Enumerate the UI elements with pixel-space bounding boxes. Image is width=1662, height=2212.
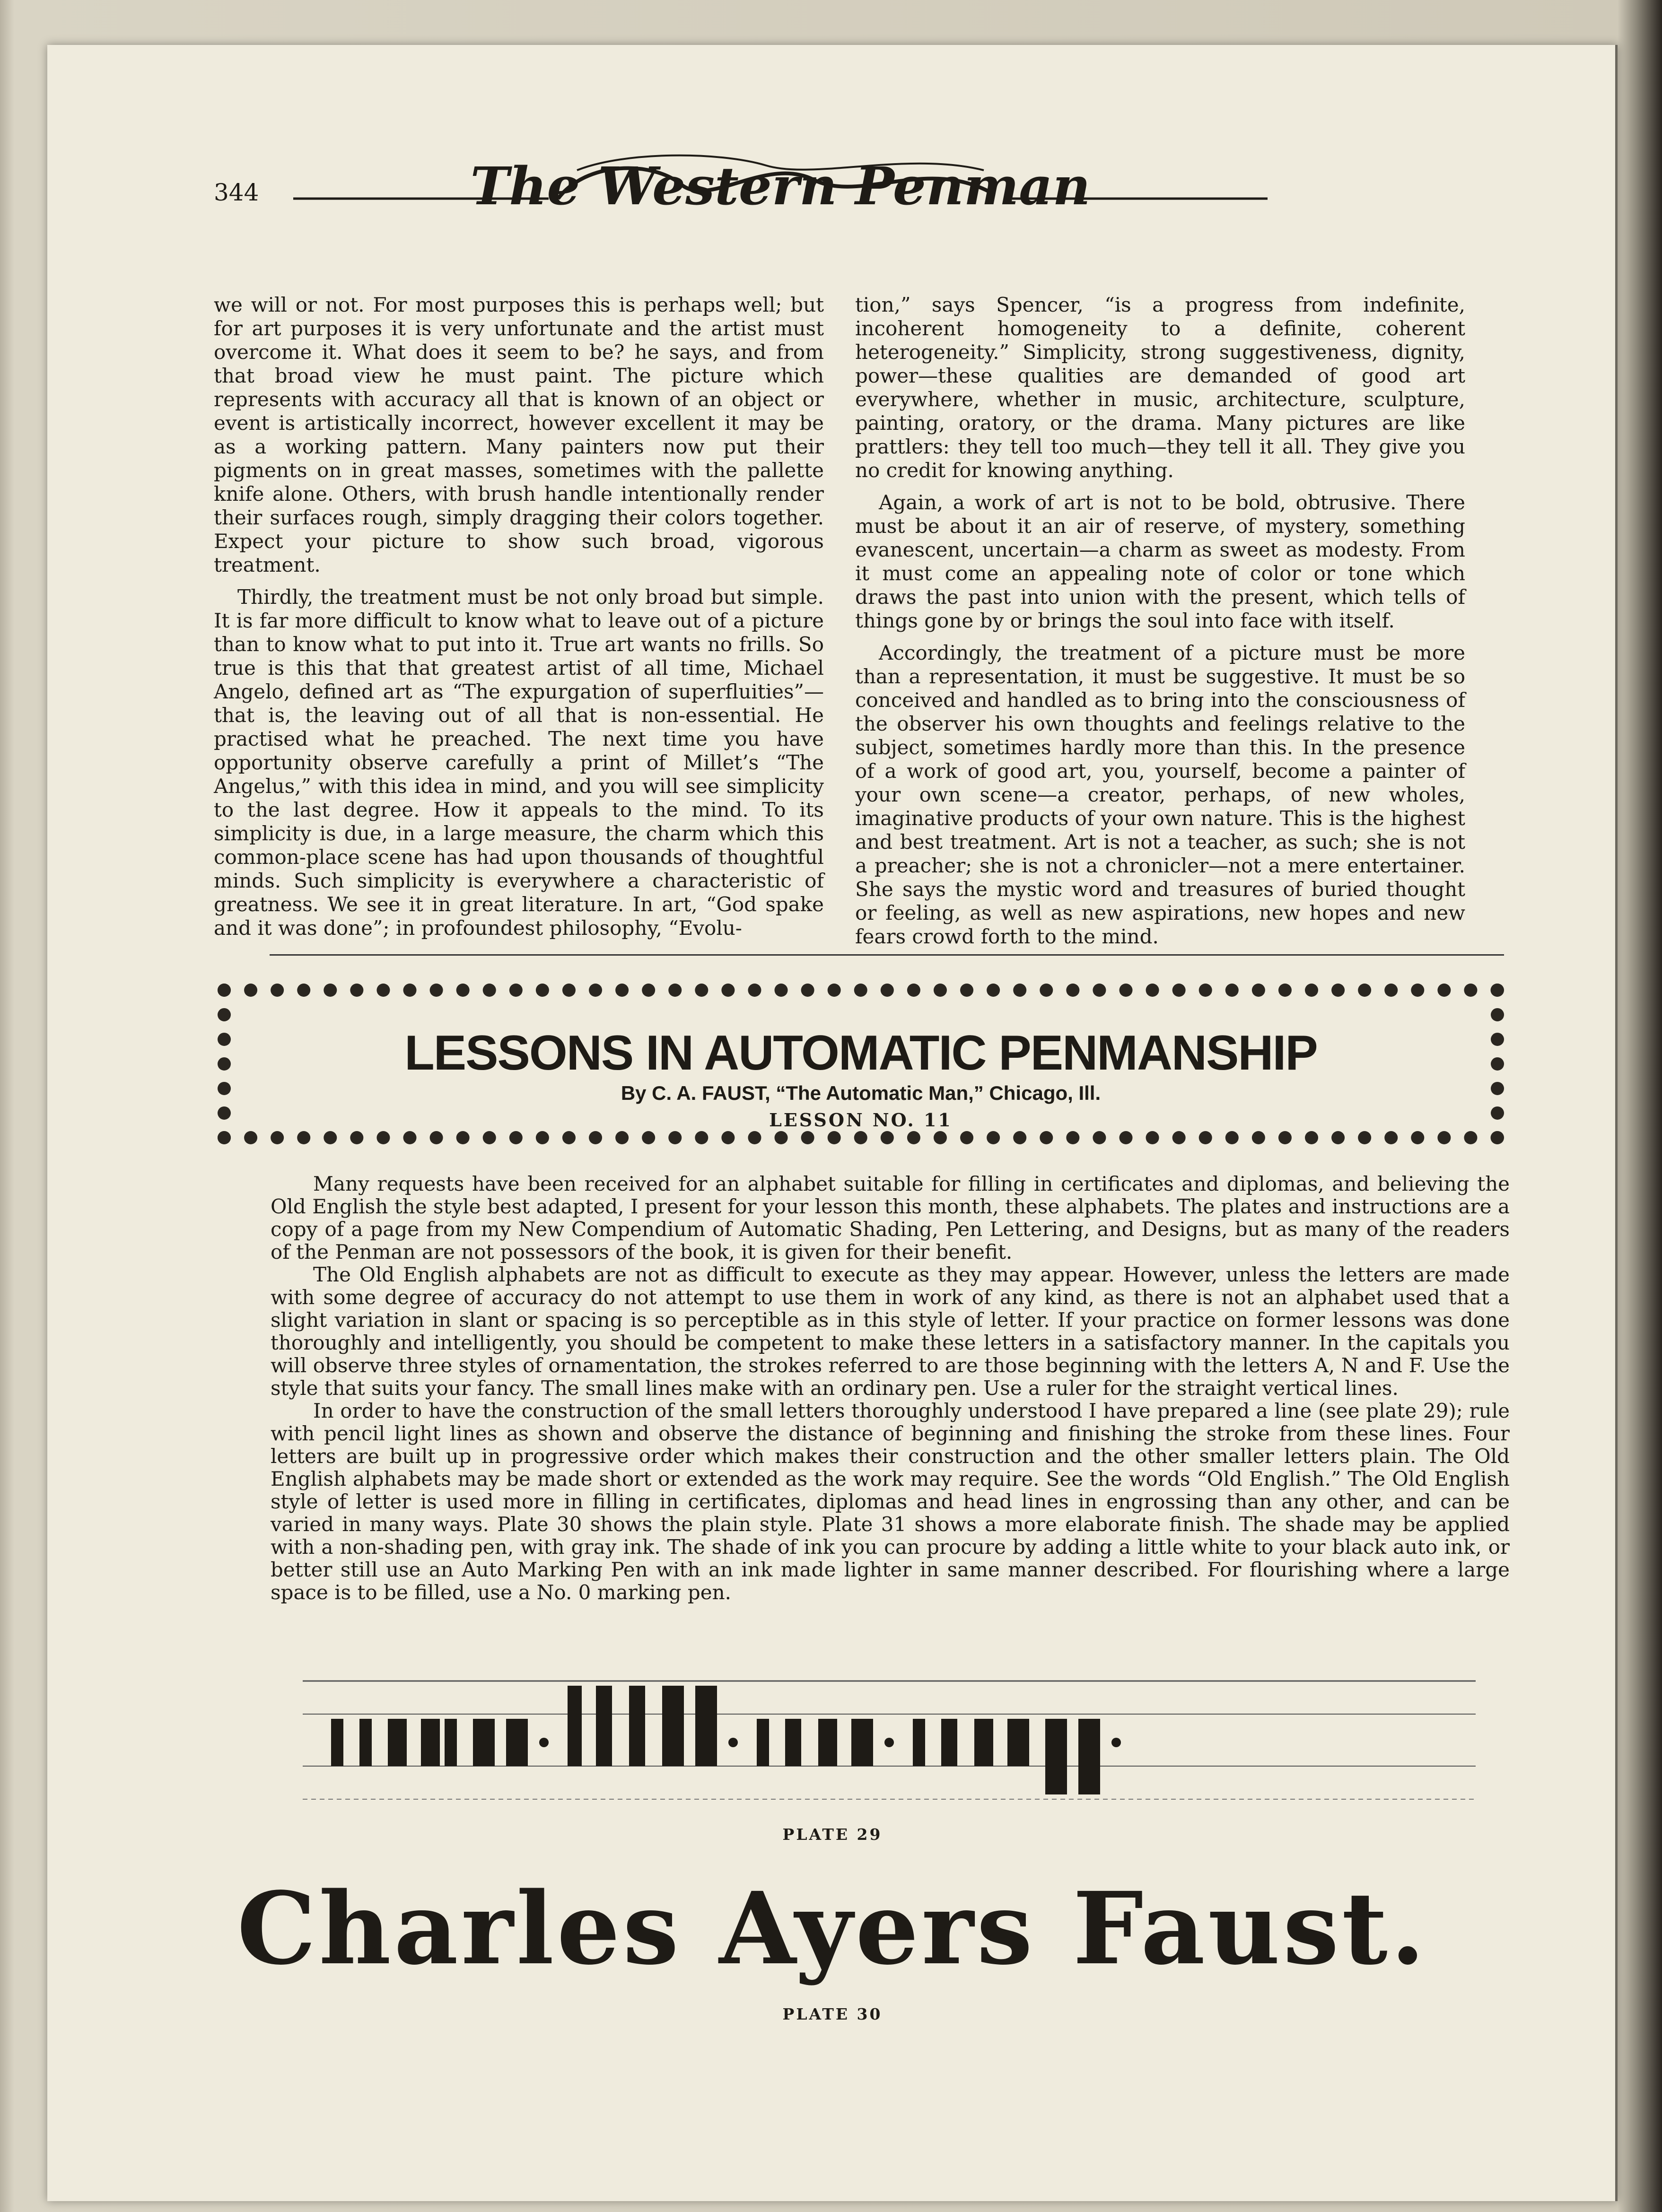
column-right-paragraph: tion,” says Spencer, “is a progress from indefinite, incoherent homogeneity to a definite, coherent heterogeneity.” Simplicity, strong suggestiveness, dignity, power—these qualities are demanded of good art everywhere, whether in music, architecture, sculpture, painting, oratory, or the drama. Many pictures are like prattlers: they tell too much—they tell it all. They give you no credit for knowing anything. <box>855 293 1465 482</box>
section-divider <box>270 954 1504 956</box>
page-edge <box>1615 45 1618 2201</box>
article-paragraph: Many requests have been received for an alphabet suitable for filling in certificates and diplomas, and believing the Old English the style best adapted, I present for your lesson this month, these alphabets. The plates and instructions are a copy of a page from my New Compendium of Automatic Shading, Pen Lettering, and Designs, but as many of the readers of the Penman are not possessors of the book, it is given for their benefit. <box>271 1172 1510 1263</box>
masthead-logo <box>293 151 1268 222</box>
masthead-logo-text: The Western Penman <box>470 156 1091 217</box>
plate-29-blackletter-practice <box>303 1672 1476 1832</box>
article-paragraph: In order to have the construction of the small letters thoroughly understood I have prepared a line (see plate 29); rule with pencil light lines as shown and observe the distance of beginning and finishing the stroke from these lines. Four letters are built up in progressive order which makes their construction and the other smaller letters plain. The Old English alphabets may be made short or extended as the work may require. See the words “Old English.” The Old English style of letter is used more in filling in certificates, diplomas and head lines in engrossing than any other, and can be varied in many ways. Plate 30 shows the plain style. Plate 31 shows a more elaborate finish. The shade may be applied with a non-shading pen, with gray ink. The shade of ink you can procure by adding a little white to your black auto ink, or better still use an Auto Marking Pen with an ink made lighter in same manner described. For flourishing where a large space is to be filled, use a No. 0 marking pen. <box>271 1399 1510 1604</box>
article-column-left <box>214 293 824 949</box>
lesson-number: LESSON NO. 11 <box>769 1109 953 1131</box>
plate-29-caption: PLATE 29 <box>782 1825 883 1844</box>
lesson-title: LESSONS IN AUTOMATIC PENMANSHIP <box>404 1026 1317 1080</box>
article-column-right <box>855 293 1465 957</box>
column-right-paragraph: Accordingly, the treatment of a picture must be more than a representation, it must be suggestive. It must be so conceived and handled as to bring into the consciousness of the observer his own thoughts and feelings relative to the subject, sometimes hardly more than this. In the presence of a work of good art, you, yourself, become a painter of your own scene—a creator, perhaps, of new wholes, imaginative products of your own nature. This is the highest and best treatment. Art is not a teacher, as such; she is not a preacher; she is not a chronicler—not a mere entertainer. She says the mystic word and treasures of buried thought or feeling, as well as new aspirations, new hopes and new fears crowd forth to the mind. <box>855 641 1465 948</box>
article-paragraph: The Old English alphabets are not as difficult to execute as they may appear. However, unless the letters are made with some degree of accuracy do not attempt to use them in work of any kind, as there is not an alphabet used that a slight variation in slant or spacing is so perceptible as in this style of letter. If your practice on former lessons was done thoroughly and intelligently, you should be competent to make these letters in a satisfactory manner. In the capitals you will observe three styles of ornamentation, the strokes referred to are those beginning with the letters A, N and F. Use the style that suits your fancy. The small lines make with an ordinary pen. Use a ruler for the straight vertical lines. <box>271 1263 1510 1400</box>
lesson-byline: By C. A. FAUST, “The Automatic Man,” Chicago, Ill. <box>621 1082 1101 1104</box>
column-right-paragraph: Again, a work of art is not to be bold, obtrusive. There must be about it an air of reserve, of mystery, something evanescent, uncertain—a charm as sweet as modesty. From it must come an appealing note of color or tone which draws the past into union with the present, which tells of things gone by or brings the soul into face with itself. <box>855 491 1465 632</box>
column-left-paragraph: we will or not. For most purposes this is perhaps well; but for art purposes it is very unfortunate and the artist must overcome it. What does it seem to be? he says, and from that broad view he must paint. The picture which represents with accuracy all that is known of an object or event is artistically incorrect, however excellent it may be as a working pattern. Many painters now put their pigments on in great masses, sometimes with the pallette knife alone. Others, with brush handle intentionally render their surfaces rough, simply dragging their colors together. Expect your picture to show such broad, vigorous treatment. <box>214 293 824 576</box>
lesson-article <box>271 1173 1510 1604</box>
lesson-title-box <box>218 984 1504 1144</box>
plate-30-caption: PLATE 30 <box>782 2005 883 2023</box>
column-left-paragraph: Thirdly, the treatment must be not only broad but simple. It is far more difficult to know what to leave out of a picture than to know what to put into it. True art wants no frills. So true is this that that greatest artist of all time, Michael Angelo, defined art as “The expurgation of superfluities”—that is, the leaving out of all that is non-essential. He practised what he preached. The next time you have opportunity observe carefully a print of Millet’s “The Angelus,” with this idea in mind, and you will see simplicity to the last degree. How it appeals to the mind. To its simplicity is due, in a large measure, the charm which this common-place scene has had upon thousands of thoughtful minds. Such simplicity is everywhere a characteristic of greatness. We see it in great literature. In art, “God spake and it was done”; in profoundest philosophy, “Evolu- <box>214 585 824 940</box>
magazine-page <box>47 45 1618 2201</box>
plate-30-blackletter-signature: Charles Ayers Faust. <box>237 1870 1428 1987</box>
page-number: 344 <box>214 179 259 206</box>
